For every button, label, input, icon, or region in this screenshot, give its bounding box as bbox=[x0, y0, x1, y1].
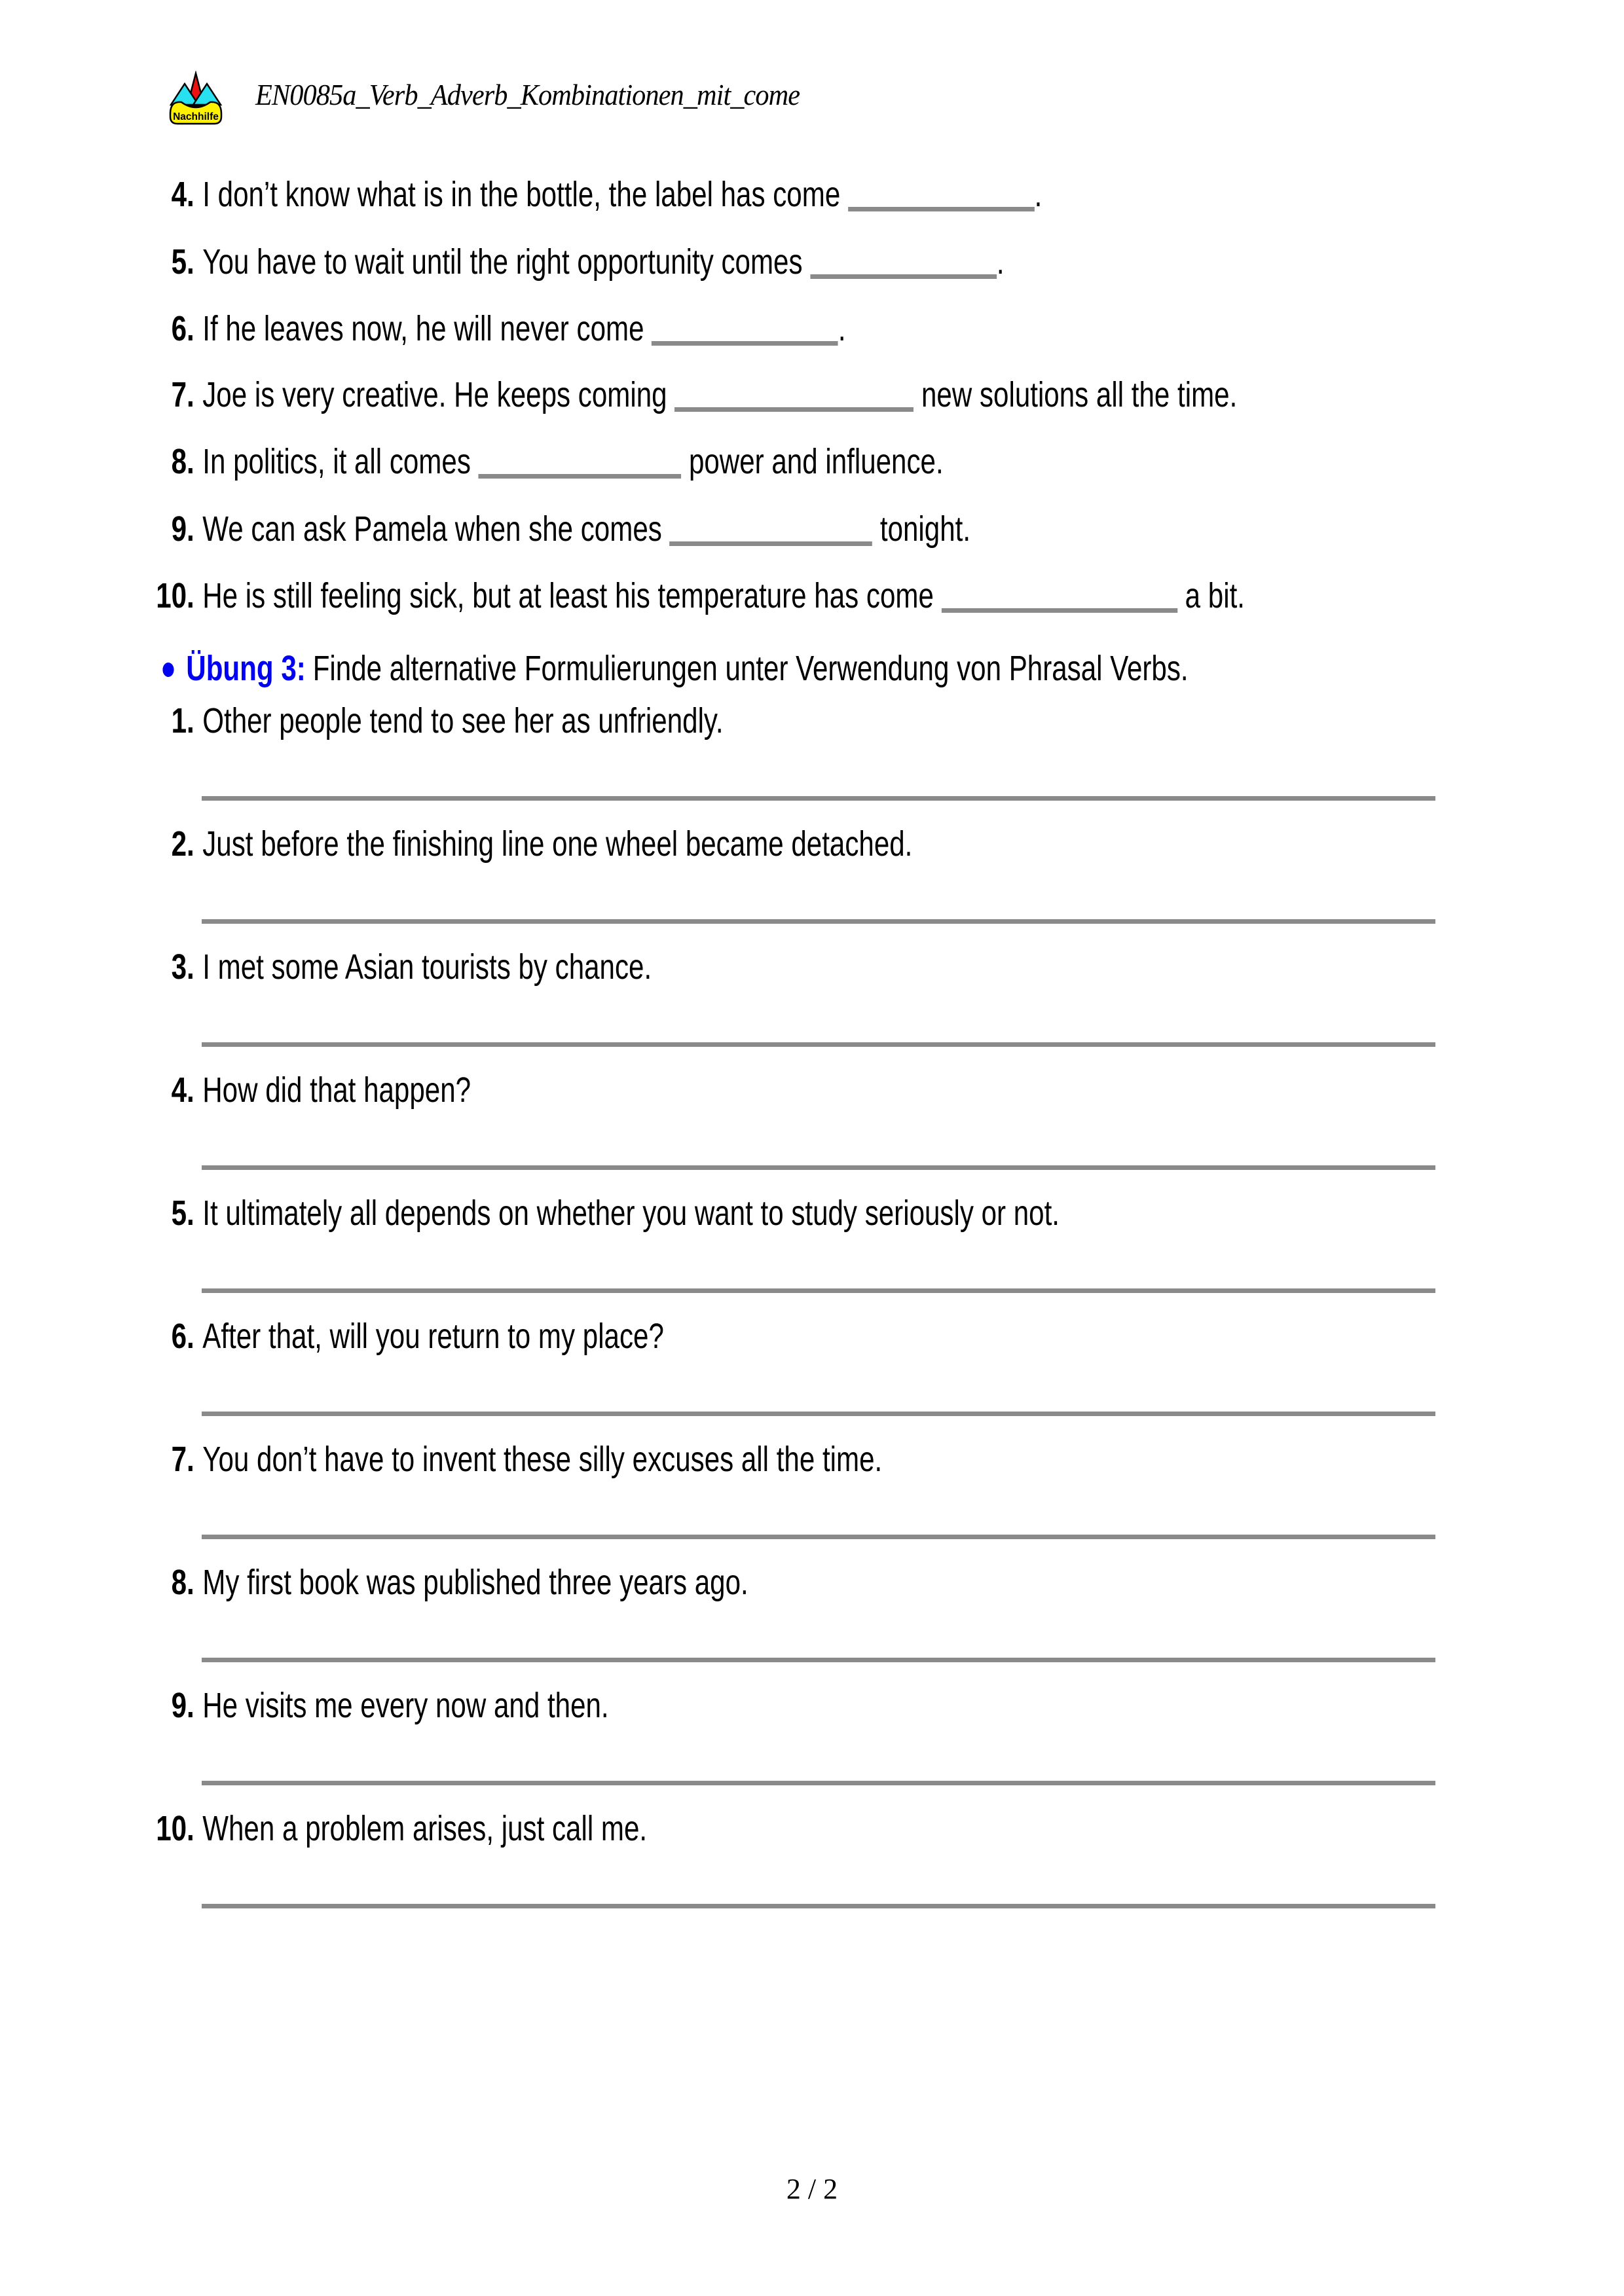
item-sentence: Other people tend to see her as unfriendly. bbox=[202, 701, 724, 740]
answer-line bbox=[202, 1288, 1435, 1293]
document-title: EN0085a_Verb_Adverb_Kombinationen_mit_come bbox=[255, 78, 800, 111]
item-sentence: When a problem arises, just call me. bbox=[202, 1809, 648, 1848]
sentence-after-blank: tonight. bbox=[872, 509, 971, 549]
sentence-before-blank: We can ask Pamela when she comes bbox=[202, 509, 670, 549]
uebung3-item bbox=[147, 947, 1486, 987]
sentence-before-blank: I don’t know what is in the bottle, the label has come bbox=[202, 175, 848, 214]
item-number: 4. bbox=[171, 1070, 194, 1110]
item-number: 5. bbox=[171, 1194, 194, 1233]
exercise2-item bbox=[147, 174, 1486, 215]
item-number: 8. bbox=[171, 442, 194, 481]
exercise2-item bbox=[147, 509, 1486, 549]
item-number: 3. bbox=[171, 947, 194, 987]
logo-text: Nachhilfe bbox=[173, 111, 219, 122]
answer-line bbox=[202, 1042, 1435, 1047]
fill-in-blank bbox=[479, 448, 682, 479]
item-number: 5. bbox=[171, 242, 194, 282]
uebung3-item bbox=[147, 1316, 1486, 1357]
answer-line bbox=[202, 1165, 1435, 1170]
item-sentence: Just before the finishing line one wheel became detached. bbox=[202, 824, 913, 864]
item-number: 10. bbox=[156, 1809, 194, 1848]
sentence-before-blank: You have to wait until the right opportunity comes bbox=[202, 242, 811, 282]
uebung3-item bbox=[147, 1439, 1486, 1480]
item-sentence: I met some Asian tourists by chance. bbox=[202, 947, 652, 987]
item-sentence bbox=[202, 575, 1245, 616]
exercise2-item bbox=[147, 308, 1486, 349]
answer-line bbox=[202, 919, 1435, 924]
item-sentence: You don’t have to invent these silly excuses all the time. bbox=[202, 1440, 883, 1479]
item-number: 1. bbox=[171, 701, 194, 740]
exercise2-item bbox=[147, 374, 1486, 415]
item-sentence bbox=[202, 308, 845, 349]
uebung3-item bbox=[147, 1562, 1486, 1603]
answer-line bbox=[202, 1658, 1435, 1662]
answer-line bbox=[202, 796, 1435, 801]
uebung3-header bbox=[147, 648, 1486, 689]
sentence-after-blank: new solutions all the time. bbox=[913, 375, 1238, 414]
item-number: 9. bbox=[171, 509, 194, 549]
item-sentence: How did that happen? bbox=[202, 1070, 471, 1110]
sentence-after-blank: . bbox=[838, 309, 846, 348]
sentence-after-blank: . bbox=[1034, 175, 1043, 214]
item-number: 7. bbox=[171, 375, 194, 414]
uebung3-item bbox=[147, 1193, 1486, 1233]
item-number: 2. bbox=[171, 824, 194, 864]
item-sentence: After that, will you return to my place? bbox=[202, 1317, 664, 1356]
fill-in-blank bbox=[942, 582, 1177, 613]
exercise2-item bbox=[147, 441, 1486, 482]
sentence-before-blank: In politics, it all comes bbox=[202, 442, 479, 481]
item-sentence bbox=[202, 174, 1042, 215]
exercise2-item bbox=[147, 575, 1486, 616]
uebung3-item bbox=[147, 1070, 1486, 1110]
fill-in-blank bbox=[810, 248, 997, 279]
item-number: 6. bbox=[171, 1317, 194, 1356]
answer-line bbox=[202, 1412, 1435, 1416]
item-sentence bbox=[202, 509, 970, 549]
uebung3-instruction: Finde alternative Formulierungen unter Verwendung von Phrasal Verbs. bbox=[312, 649, 1189, 688]
exercise2-item bbox=[147, 242, 1486, 282]
fill-in-blank bbox=[652, 315, 838, 346]
answer-line bbox=[202, 1781, 1435, 1785]
sentence-before-blank: Joe is very creative. He keeps coming bbox=[202, 375, 675, 414]
item-sentence bbox=[202, 441, 943, 482]
item-number: 4. bbox=[171, 175, 194, 214]
sentence-after-blank: a bit. bbox=[1177, 576, 1246, 615]
sentence-after-blank: power and influence. bbox=[681, 442, 944, 481]
fill-in-blank bbox=[848, 181, 1035, 211]
nachhilfe-logo-icon bbox=[168, 71, 224, 126]
uebung3-item bbox=[147, 701, 1486, 741]
item-sentence: It ultimately all depends on whether you want to study seriously or not. bbox=[202, 1194, 1060, 1233]
sentence-before-blank: If he leaves now, he will never come bbox=[202, 309, 652, 348]
sentence-after-blank: . bbox=[996, 242, 1005, 282]
uebung3-item bbox=[147, 824, 1486, 864]
answer-line bbox=[202, 1535, 1435, 1539]
fill-in-blank bbox=[674, 381, 913, 412]
uebung3-item bbox=[147, 1685, 1486, 1726]
item-sentence bbox=[202, 374, 1237, 415]
item-number: 6. bbox=[171, 309, 194, 348]
item-number: 9. bbox=[171, 1686, 194, 1725]
item-number: 10. bbox=[156, 576, 194, 615]
bullet-icon bbox=[162, 663, 174, 677]
uebung3-item bbox=[147, 1808, 1486, 1849]
answer-line bbox=[202, 1904, 1435, 1908]
item-sentence: He visits me every now and then. bbox=[202, 1686, 609, 1725]
item-number: 7. bbox=[171, 1440, 194, 1479]
item-number: 8. bbox=[171, 1563, 194, 1602]
item-sentence: My first book was published three years ago. bbox=[202, 1563, 748, 1602]
uebung3-label: Übung 3: bbox=[186, 649, 306, 688]
fill-in-blank bbox=[670, 515, 873, 546]
sentence-before-blank: He is still feeling sick, but at least his temperature has come bbox=[202, 576, 942, 615]
page-header bbox=[0, 0, 1624, 151]
page-number: 2 / 2 bbox=[786, 2173, 838, 2205]
item-sentence bbox=[202, 242, 1004, 282]
